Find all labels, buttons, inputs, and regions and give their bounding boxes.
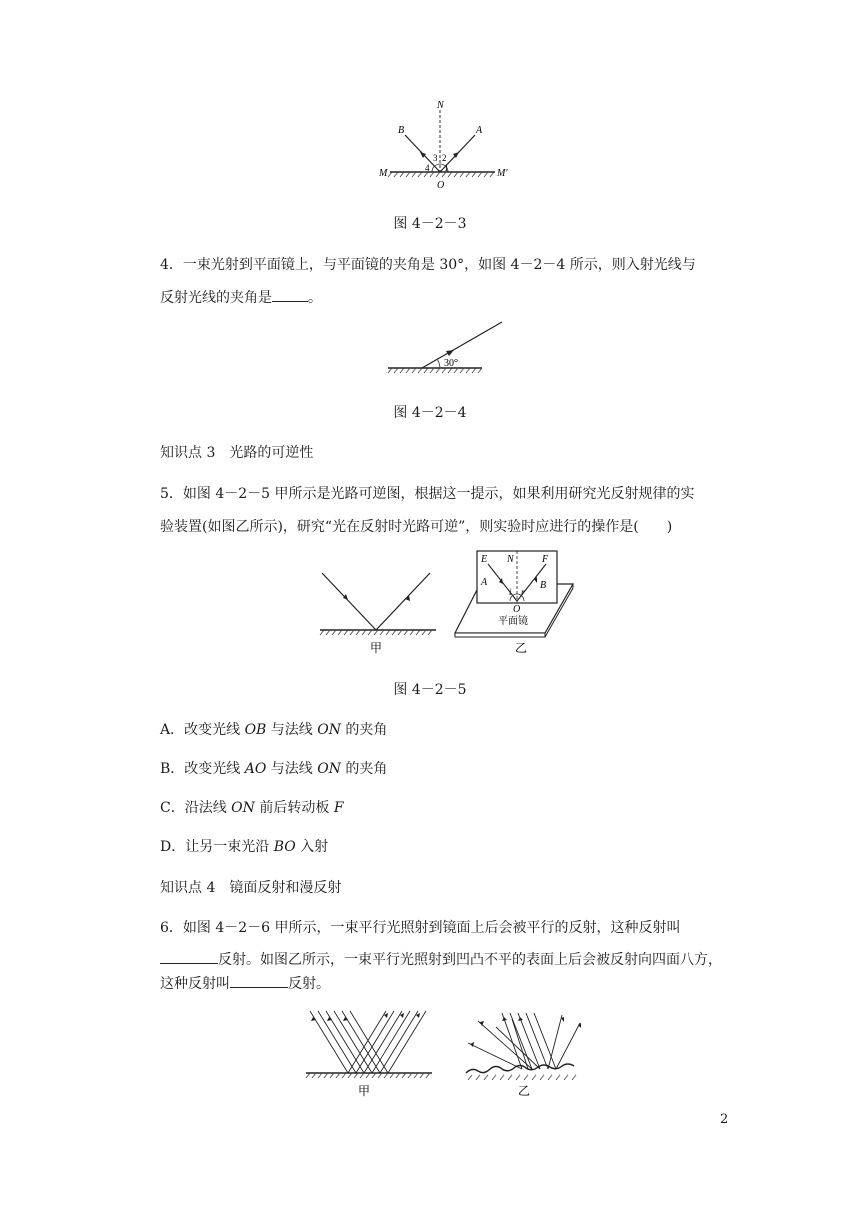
diagram-yi xyxy=(455,551,573,655)
option-a-text: A．改变光线 xyxy=(160,722,245,738)
arrow-icon xyxy=(470,1042,474,1047)
angle-2: 2 xyxy=(442,153,447,163)
option-d-text: D．让另一束光沿 xyxy=(160,839,274,855)
answer-blank[interactable] xyxy=(230,987,288,988)
option-a-end: 的夹角 xyxy=(340,722,388,738)
arrow-icon xyxy=(446,350,454,356)
question-4-line-1: 4．一束光射到平面镜上，与平面镜的夹角是 30°，如图 4－2－4 所示，则入射光线与 xyxy=(160,257,696,273)
option-c-var: ON xyxy=(231,800,255,816)
arrow-icon xyxy=(502,1017,507,1021)
option-a-var2: ON xyxy=(317,722,341,738)
figure-4-2-6 xyxy=(300,1005,600,1100)
option-d-var: BO xyxy=(273,839,296,855)
option-b-var: AO xyxy=(244,761,267,777)
label-b: B xyxy=(540,580,547,591)
question-5-line-1: 5．如图 4－2－5 甲所示是光路可逆图，根据这一提示，如果利用研究光反射规律的实 xyxy=(160,486,695,502)
label-i: i xyxy=(509,587,512,597)
option-b-mid: 与法线 xyxy=(266,761,318,777)
label-jia: 甲 xyxy=(358,1084,371,1098)
option-a-mid: 与法线 xyxy=(266,722,318,738)
angle-4: 4 xyxy=(425,163,430,173)
label-n: N xyxy=(507,554,514,565)
answer-blank[interactable] xyxy=(160,963,218,964)
option-d-end: 入射 xyxy=(295,839,329,855)
option-b[interactable] xyxy=(160,758,387,778)
label-o: O xyxy=(513,604,521,615)
question-6-text: 反射。如图乙所示，一束平行光照射到凹凸不平的表面上后会被反射向四面八方， xyxy=(218,952,722,968)
option-d[interactable] xyxy=(160,836,328,856)
label-o: O xyxy=(437,180,445,191)
answer-blank[interactable] xyxy=(272,301,308,302)
option-c-mid: 前后转动板 xyxy=(254,800,334,816)
label-e: E xyxy=(481,554,488,565)
question-4-line-2 xyxy=(160,287,322,307)
question-6-line-3 xyxy=(160,973,330,993)
figure-4-2-5 xyxy=(310,548,590,658)
option-a-var: OB xyxy=(244,722,267,738)
figure-caption: 图 4－2－3 xyxy=(393,216,467,232)
angle-label: 30° xyxy=(444,358,458,369)
label-a: A xyxy=(476,125,483,136)
label-n: N xyxy=(437,100,444,111)
question-6-line-1: 6．如图 4－2－6 甲所示，一束平行光照射到镜面上后会被平行的反射，这种反射叫 xyxy=(160,920,681,936)
option-c-var2: F xyxy=(333,800,344,816)
option-b-var2: ON xyxy=(317,761,341,777)
figure-4-2-3 xyxy=(370,100,520,195)
option-b-end: 的夹角 xyxy=(340,761,388,777)
label-r: r xyxy=(521,587,525,597)
question-6-end: 反射。 xyxy=(288,976,330,992)
label-m-prime: M′ xyxy=(497,168,508,179)
option-c-text: C．沿法线 xyxy=(160,800,232,816)
page-number: 2 xyxy=(720,1112,729,1127)
angle-3: 3 xyxy=(433,153,438,163)
question-5-line-2: 验装置(如图乙所示)，研究“光在反射时光路可逆”，则实验时应进行的操作是( ) xyxy=(160,519,673,535)
arrow-icon xyxy=(343,594,348,600)
arrow-icon xyxy=(518,1017,523,1021)
option-b-text: B．改变光线 xyxy=(160,761,245,777)
angle-1: 1 xyxy=(444,163,449,173)
question-6-line-2 xyxy=(160,949,722,969)
label-yi: 乙 xyxy=(515,641,528,655)
label-yi: 乙 xyxy=(518,1084,531,1098)
figure-caption: 图 4－2－5 xyxy=(393,682,467,698)
label-b: B xyxy=(398,125,405,136)
question-4-end: 。 xyxy=(308,290,322,306)
diagram-jia xyxy=(320,573,436,655)
label-f: F xyxy=(542,554,549,565)
section-heading: 知识点 4 镜面反射和漫反射 xyxy=(160,880,342,896)
question-6-text: 这种反射叫 xyxy=(160,976,230,992)
option-c[interactable] xyxy=(160,797,344,817)
section-heading: 知识点 3 光路的可逆性 xyxy=(160,445,314,461)
label-a: A xyxy=(481,577,488,588)
mirror-label: 平面镜 xyxy=(498,616,528,627)
figure-4-2-4 xyxy=(382,316,512,381)
question-4-text: 反射光线的夹角是 xyxy=(160,290,272,306)
label-jia: 甲 xyxy=(370,641,383,655)
option-a[interactable] xyxy=(160,719,387,739)
incident-ray xyxy=(422,322,502,368)
diagram-jia-specular xyxy=(306,1011,432,1073)
figure-caption: 图 4－2－4 xyxy=(393,405,467,421)
label-m: M xyxy=(379,168,388,179)
